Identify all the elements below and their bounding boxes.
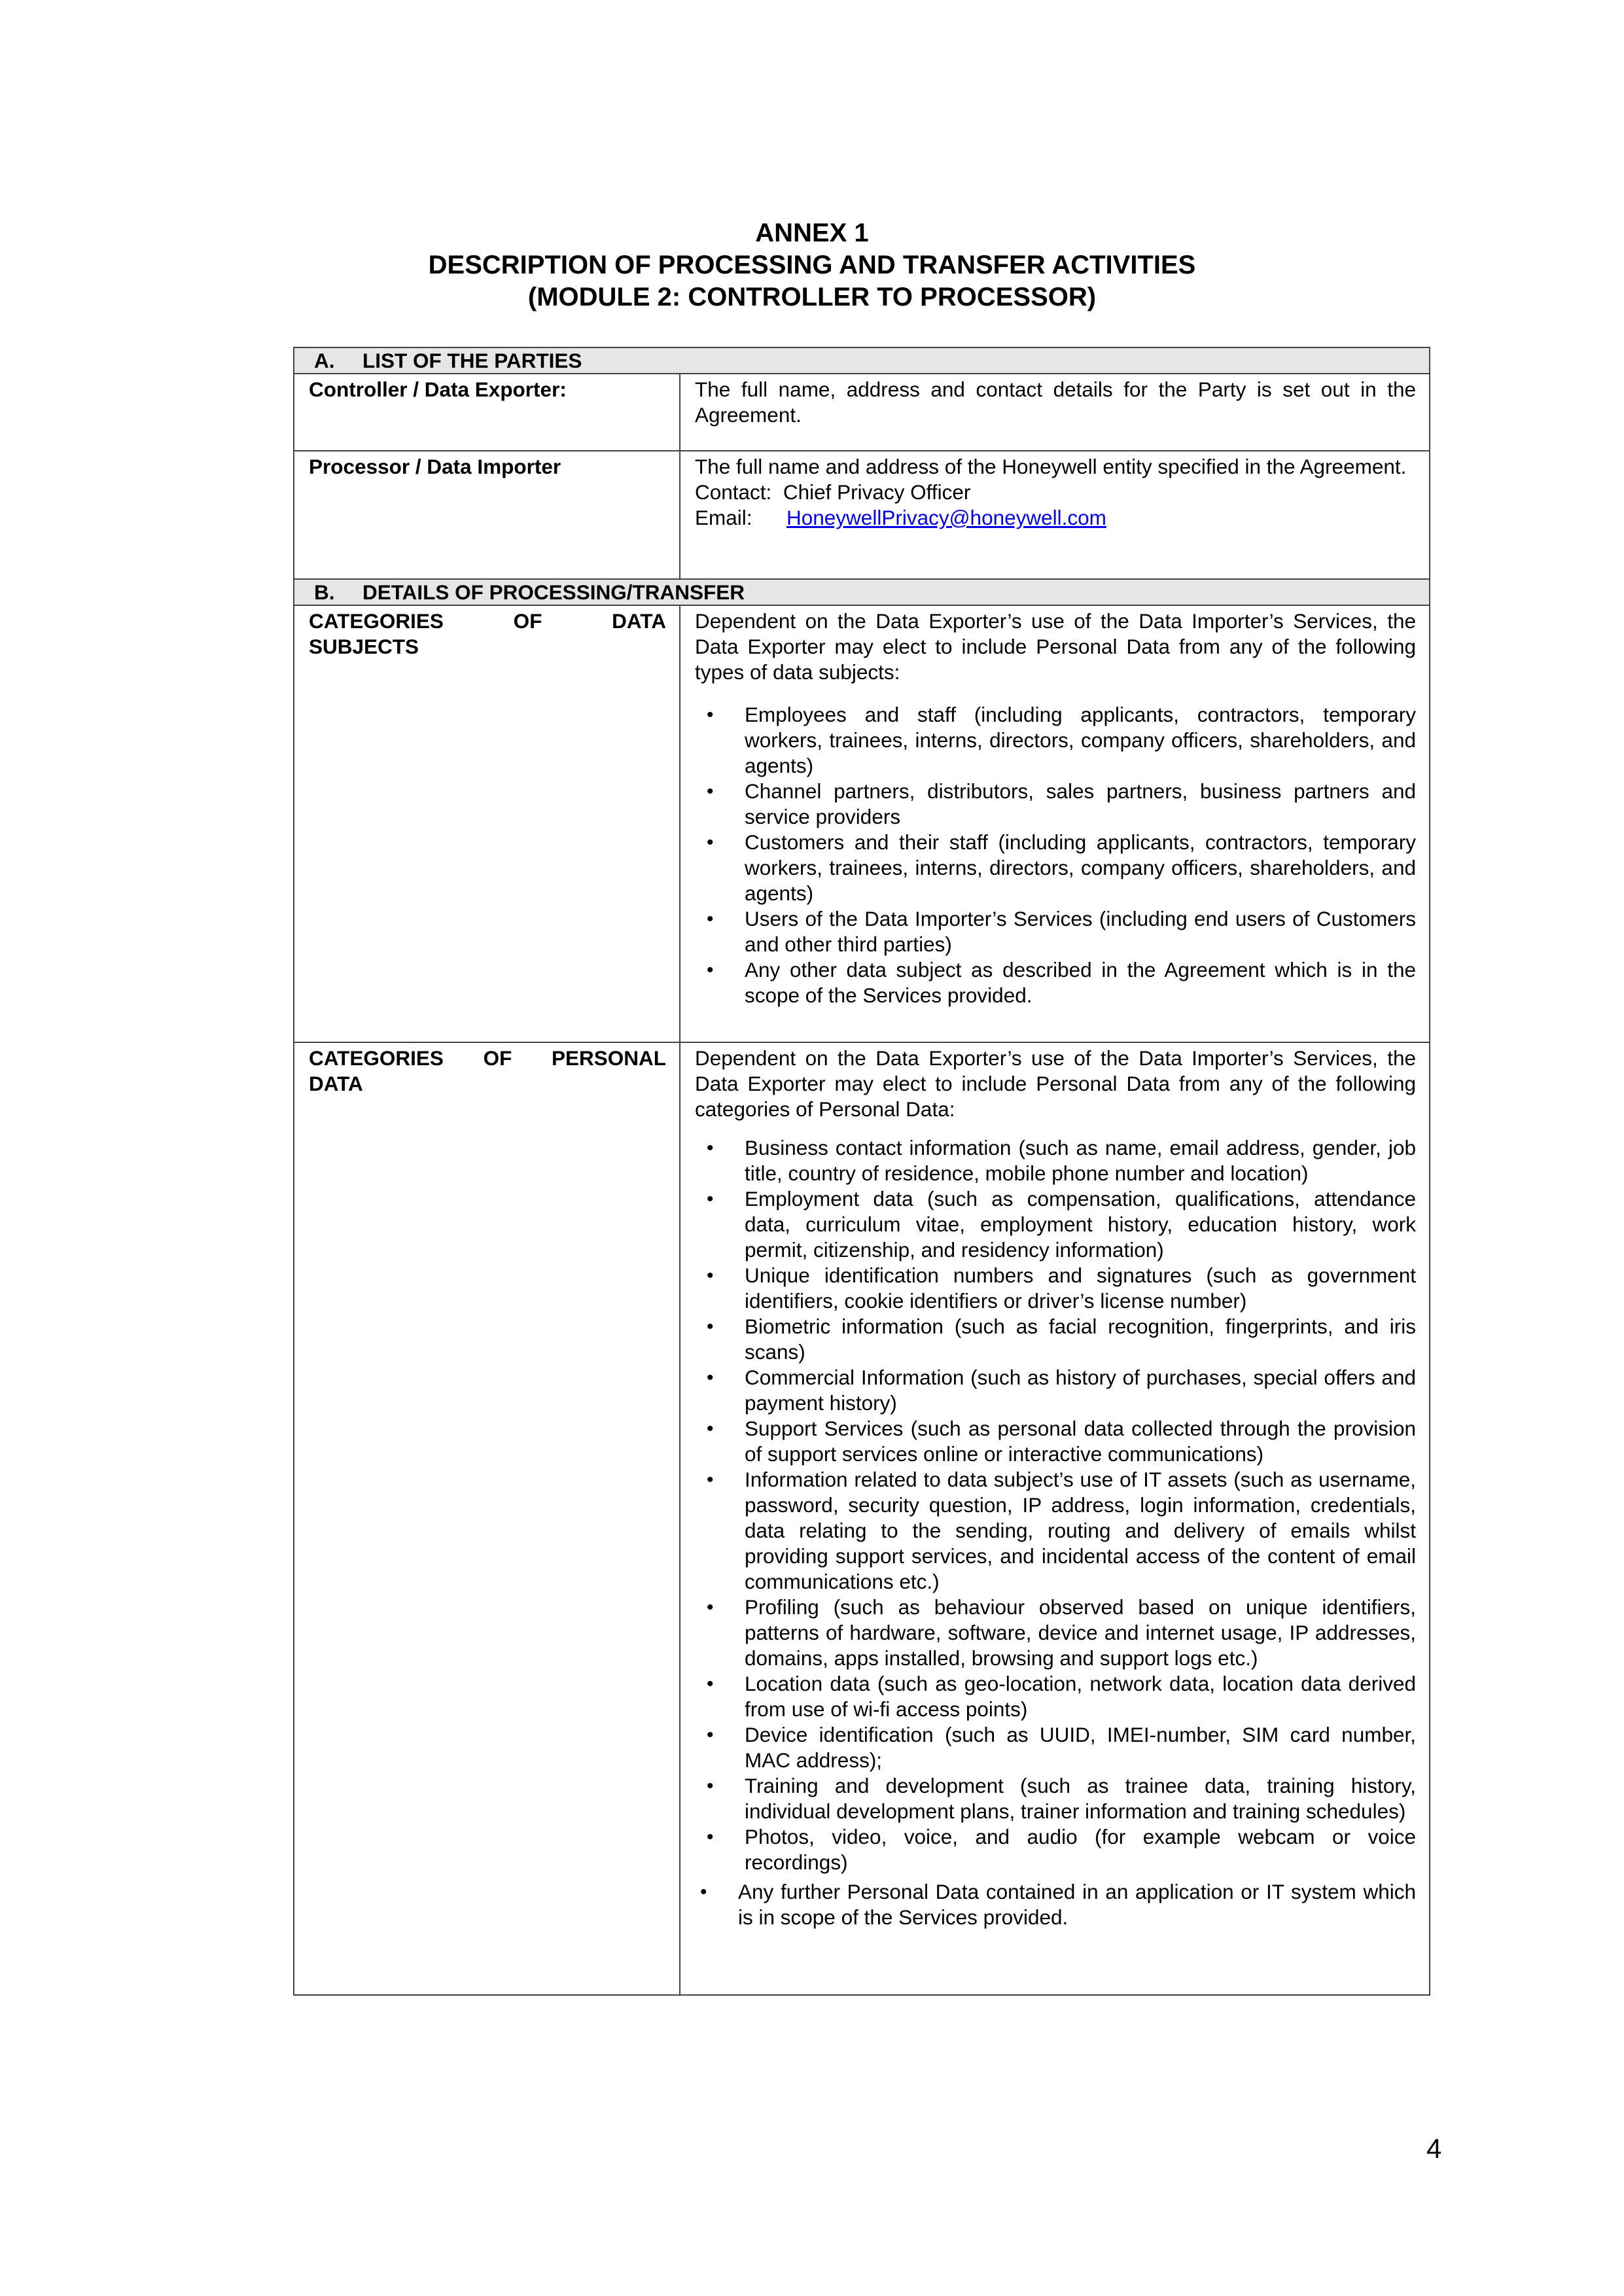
list-item: • Channel partners, distributors, sales partners, business partners and service providers xyxy=(707,779,1416,828)
bullet-icon: • xyxy=(707,704,714,726)
controller-label: Controller / Data Exporter: xyxy=(294,374,680,451)
bullet-icon: • xyxy=(707,1137,714,1159)
annex-title: ANNEX 1 xyxy=(755,219,869,247)
email-label: Email: xyxy=(695,506,752,529)
bullet-icon: • xyxy=(707,1418,714,1439)
contact-label: Contact: xyxy=(695,480,772,504)
section-b-header-row xyxy=(294,579,1430,605)
personal-data-intro: Dependent on the Data Exporter’s use of the Data Importer’s Services, the Data Exporter may elect to include Personal Data from any of the following categories of Personal Data: xyxy=(695,1046,1416,1121)
controller-value: The full name, address and contact details for the Party is set out in the Agreement. xyxy=(680,374,1430,451)
list-item: • Employment data (such as compensation, qualifications, attendance data, curriculum vitae, employment history, education history, work permit, citizenship, and residency information) xyxy=(707,1187,1416,1262)
bullet-icon: • xyxy=(707,832,714,853)
section-a-number: A. xyxy=(314,349,335,372)
data-subjects-intro: Dependent on the Data Exporter’s use of the Data Importer’s Services, the Data Exporter may elect to include Personal Data from any of the following types of data subjects: xyxy=(695,609,1416,684)
list-item: • Profiling (such as behaviour observed based on unique identifiers, patterns of hardware, software, device and internet usage, IP addresses, domains, apps installed, browsing and support logs etc.) xyxy=(707,1595,1416,1670)
personal-data-label-line2: DATA xyxy=(309,1072,363,1095)
annex-table xyxy=(293,347,1430,1996)
bullet-icon: • xyxy=(707,1724,714,1746)
bullet-icon: • xyxy=(707,1367,714,1388)
list-item: • Device identification (such as UUID, IMEI-number, SIM card number, MAC address); xyxy=(707,1723,1416,1772)
section-b-number: B. xyxy=(314,580,335,604)
bullet-icon: • xyxy=(707,1673,714,1695)
list-item: • Location data (such as geo-location, network data, location data derived from use of wi-fi access points) xyxy=(707,1672,1416,1721)
list-item: • Unique identification numbers and signatures (such as government identifiers, cookie identifiers or driver’s license number) xyxy=(707,1263,1416,1313)
contact-line xyxy=(695,480,1416,505)
annex-heading xyxy=(0,217,1624,313)
list-item: • Commercial Information (such as history of purchases, special offers and payment history) xyxy=(707,1366,1416,1415)
data-subjects-label-line1: CATEGORIES OF DATA xyxy=(309,609,666,633)
section-a-header xyxy=(294,347,1430,374)
bullet-icon: • xyxy=(700,1881,707,1903)
section-a-title: LIST OF THE PARTIES xyxy=(362,349,582,372)
bullet-icon: • xyxy=(707,959,714,981)
annex-module: (MODULE 2: CONTROLLER TO PROCESSOR) xyxy=(527,283,1097,311)
email-link[interactable]: HoneywellPrivacy@honeywell.com xyxy=(786,506,1106,529)
list-item: • Any other data subject as described in the Agreement which is in the scope of the Services provided. xyxy=(707,958,1416,1007)
bullet-icon: • xyxy=(707,1597,714,1618)
list-item: • Photos, video, voice, and audio (for example webcam or voice recordings) xyxy=(707,1825,1416,1874)
email-line xyxy=(695,505,1416,531)
processor-value: The full name and address of the Honeywell entity specified in the Agreement. xyxy=(695,455,1407,478)
data-subjects-row xyxy=(294,605,1430,1042)
list-item: • Employees and staff (including applicants, contractors, temporary workers, trainees, interns, directors, company officers, shareholders, and agents) xyxy=(707,703,1416,777)
list-item: • Business contact information (such as name, email address, gender, job title, country of residence, mobile phone number and location) xyxy=(707,1136,1416,1185)
controller-row xyxy=(294,374,1430,451)
personal-data-cell xyxy=(680,1042,1430,1995)
page-number: 4 xyxy=(1426,2133,1442,2164)
data-subjects-label-line2: SUBJECTS xyxy=(309,635,419,658)
bullet-icon: • xyxy=(707,908,714,930)
bullet-icon: • xyxy=(707,781,714,802)
annex-subtitle: DESCRIPTION OF PROCESSING AND TRANSFER ACTIVITIES xyxy=(428,251,1196,279)
section-b-title: DETAILS OF PROCESSING/TRANSFER xyxy=(362,580,745,604)
processor-row xyxy=(294,451,1430,579)
bullet-icon: • xyxy=(707,1316,714,1337)
bullet-icon: • xyxy=(707,1188,714,1210)
processor-label: Processor / Data Importer xyxy=(294,451,680,579)
list-item: • Users of the Data Importer’s Services (including end users of Customers and other third parties) xyxy=(707,907,1416,956)
contact-value: Chief Privacy Officer xyxy=(783,480,971,504)
processor-value-cell xyxy=(680,451,1430,579)
list-item: • Customers and their staff (including applicants, contractors, temporary workers, trainees, interns, directors, company officers, shareholders, and agents) xyxy=(707,830,1416,905)
section-a-header-row xyxy=(294,347,1430,374)
bullet-icon: • xyxy=(707,1265,714,1286)
personal-data-list xyxy=(695,1135,1416,1930)
list-item: • Any further Personal Data contained in an application or IT system which is in scope of the Services provided. xyxy=(700,1880,1416,1929)
list-item: • Training and development (such as trainee data, training history, individual development plans, trainer information and training schedules) xyxy=(707,1774,1416,1823)
list-item: • Support Services (such as personal data collected through the provision of support services online or interactive communications) xyxy=(707,1417,1416,1466)
personal-data-label-line1: CATEGORIES OF PERSONAL xyxy=(309,1046,666,1070)
list-item: • Biometric information (such as facial recognition, fingerprints, and iris scans) xyxy=(707,1315,1416,1364)
bullet-icon: • xyxy=(707,1469,714,1491)
data-subjects-cell xyxy=(680,605,1430,1042)
bullet-icon: • xyxy=(707,1826,714,1848)
bullet-icon: • xyxy=(707,1775,714,1797)
personal-data-label xyxy=(294,1042,680,1995)
personal-data-row xyxy=(294,1042,1430,1995)
data-subjects-label xyxy=(294,605,680,1042)
section-b-header xyxy=(294,579,1430,605)
data-subjects-list xyxy=(695,702,1416,1008)
list-item: • Information related to data subject’s use of IT assets (such as username, password, security question, IP address, login information, credentials, data relating to the sending, routing and delivery of emails whilst providing support services, and incidental access of the content of email communications etc.) xyxy=(707,1468,1416,1593)
